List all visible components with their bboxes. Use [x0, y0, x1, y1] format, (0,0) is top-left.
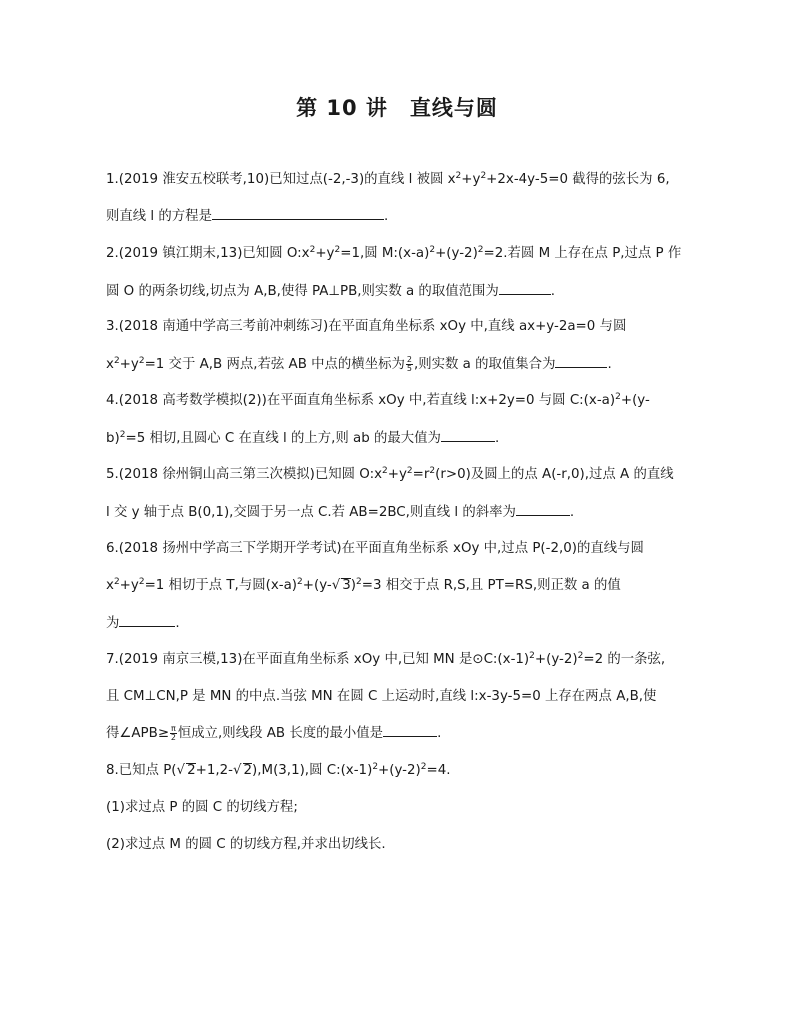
q6-line-3: 为 .: [106, 616, 180, 631]
sqrt-radicand: 3: [342, 578, 351, 593]
answer-blank-5[interactable]: [516, 503, 570, 516]
q2-line-2: 圆 O 的两条切线,切点为 A,B,使得 PA⊥PB,则实数 a 的取值范围为 .: [106, 284, 556, 299]
fraction-two-fifths: $\frac{2}{5}$: [406, 354, 412, 373]
answer-blank-1[interactable]: [212, 207, 384, 220]
q7-line-1: 7.(2019 南京三模,13)在平面直角坐标系 xOy 中,已知 MN 是$⊙C:(x-1)^2+(y-2)^2=2$ 的一条弦,: [106, 651, 666, 667]
q5-line-2: l 交 y 轴于点 B(0,1),交圆于另一点 C.若 AB=2BC,则直线 l 的斜率为 .: [106, 505, 575, 520]
q2-line-1: 2.(2019 镇江期末,13)已知圆 $O:x^2+y^2=1$,圆 $M:(x-a)^2+(y-2)^2=2$.若圆 M 上存在点 P,过点 P 作: [106, 245, 682, 261]
q1-line-2: 则直线 l 的方程是 .: [106, 209, 389, 224]
q5-line-1: 5.(2018 徐州铜山高三第三次模拟)已知圆 $O:x^2+y^2=r^2(r>0)$及圆上的点 A(-r,0),过点 A 的直线: [106, 466, 674, 482]
q6-line-1: 6.(2018 扬州中学高三下学期开学考试)在平面直角坐标系 xOy 中,过点 P(-2,0)的直线与圆: [106, 541, 644, 556]
sqrt-sign: √: [331, 578, 341, 593]
q3-line-1: 3.(2018 南通中学高三考前冲刺练习)在平面直角坐标系 xOy 中,直线 ax+y-2a=0 与圆: [106, 319, 627, 334]
answer-blank-6[interactable]: [119, 614, 175, 627]
sqrt-sign: √: [232, 763, 242, 778]
answer-blank-4[interactable]: [441, 429, 495, 442]
page-title: 第 10 讲 直线与圆: [296, 96, 498, 120]
q8-sub-2: (2)求过点 M 的圆 C 的切线方程,并求出切线长.: [106, 837, 386, 852]
answer-blank-7[interactable]: [383, 724, 437, 737]
sqrt-sign: √: [176, 763, 186, 778]
q3-line-2: $x^2+y^2=1$ 交于 A,B 两点,若弦 AB 中点的横坐标为 $\frac{2}{5}$ ,则实数 a 的取值集合为 .: [106, 354, 612, 373]
q4-line-2: b)$^2$=5 相切,且圆心 C 在直线 l 的上方,则 ab 的最大值为 .: [106, 430, 500, 446]
fraction-pi-over-two: $\frac{\pi}{2}$: [170, 723, 176, 742]
q1-line-1: 1.(2019 淮安五校联考,10)已知过点(-2,-3)的直线 l 被圆 $x^2+y^2+2x-4y-5=0$ 截得的弦长为 6,: [106, 171, 670, 187]
answer-blank-3[interactable]: [555, 355, 607, 368]
answer-blank-2[interactable]: [499, 282, 551, 295]
q6-line-2: $x^2+y^2=1$ 相切于点 T,与圆$(x-a)^2+(y-√$ 3)$^2$=3 相交于点 R,S,且 PT=RS,则正数 a 的值: [106, 577, 621, 593]
sqrt-radicand: 2: [243, 763, 253, 778]
q4-line-1: 4.(2018 高考数学模拟(2))在平面直角坐标系 xOy 中,若直线 l:x+2y=0 与圆 $C:(x-a)^2+(y-$: [106, 392, 650, 408]
q8-line-1: 8.已知点 P(√ 2+1,2-√ 2),M(3,1),圆 $C:(x-1)^2+(y-2)^2=4$.: [106, 762, 451, 778]
sqrt-radicand: 2: [187, 763, 196, 778]
q8-sub-1: (1)求过点 P 的圆 C 的切线方程;: [106, 800, 298, 815]
q7-line-2: 且 CM⊥CN,P 是 MN 的中点.当弦 MN 在圆 C 上运动时,直线 l:x-3y-5=0 上存在两点 A,B,使: [106, 689, 657, 704]
q7-line-3: 得∠APB≥ $\frac{\pi}{2}$ 恒成立,则线段 AB 长度的最小值是 .: [106, 723, 442, 742]
